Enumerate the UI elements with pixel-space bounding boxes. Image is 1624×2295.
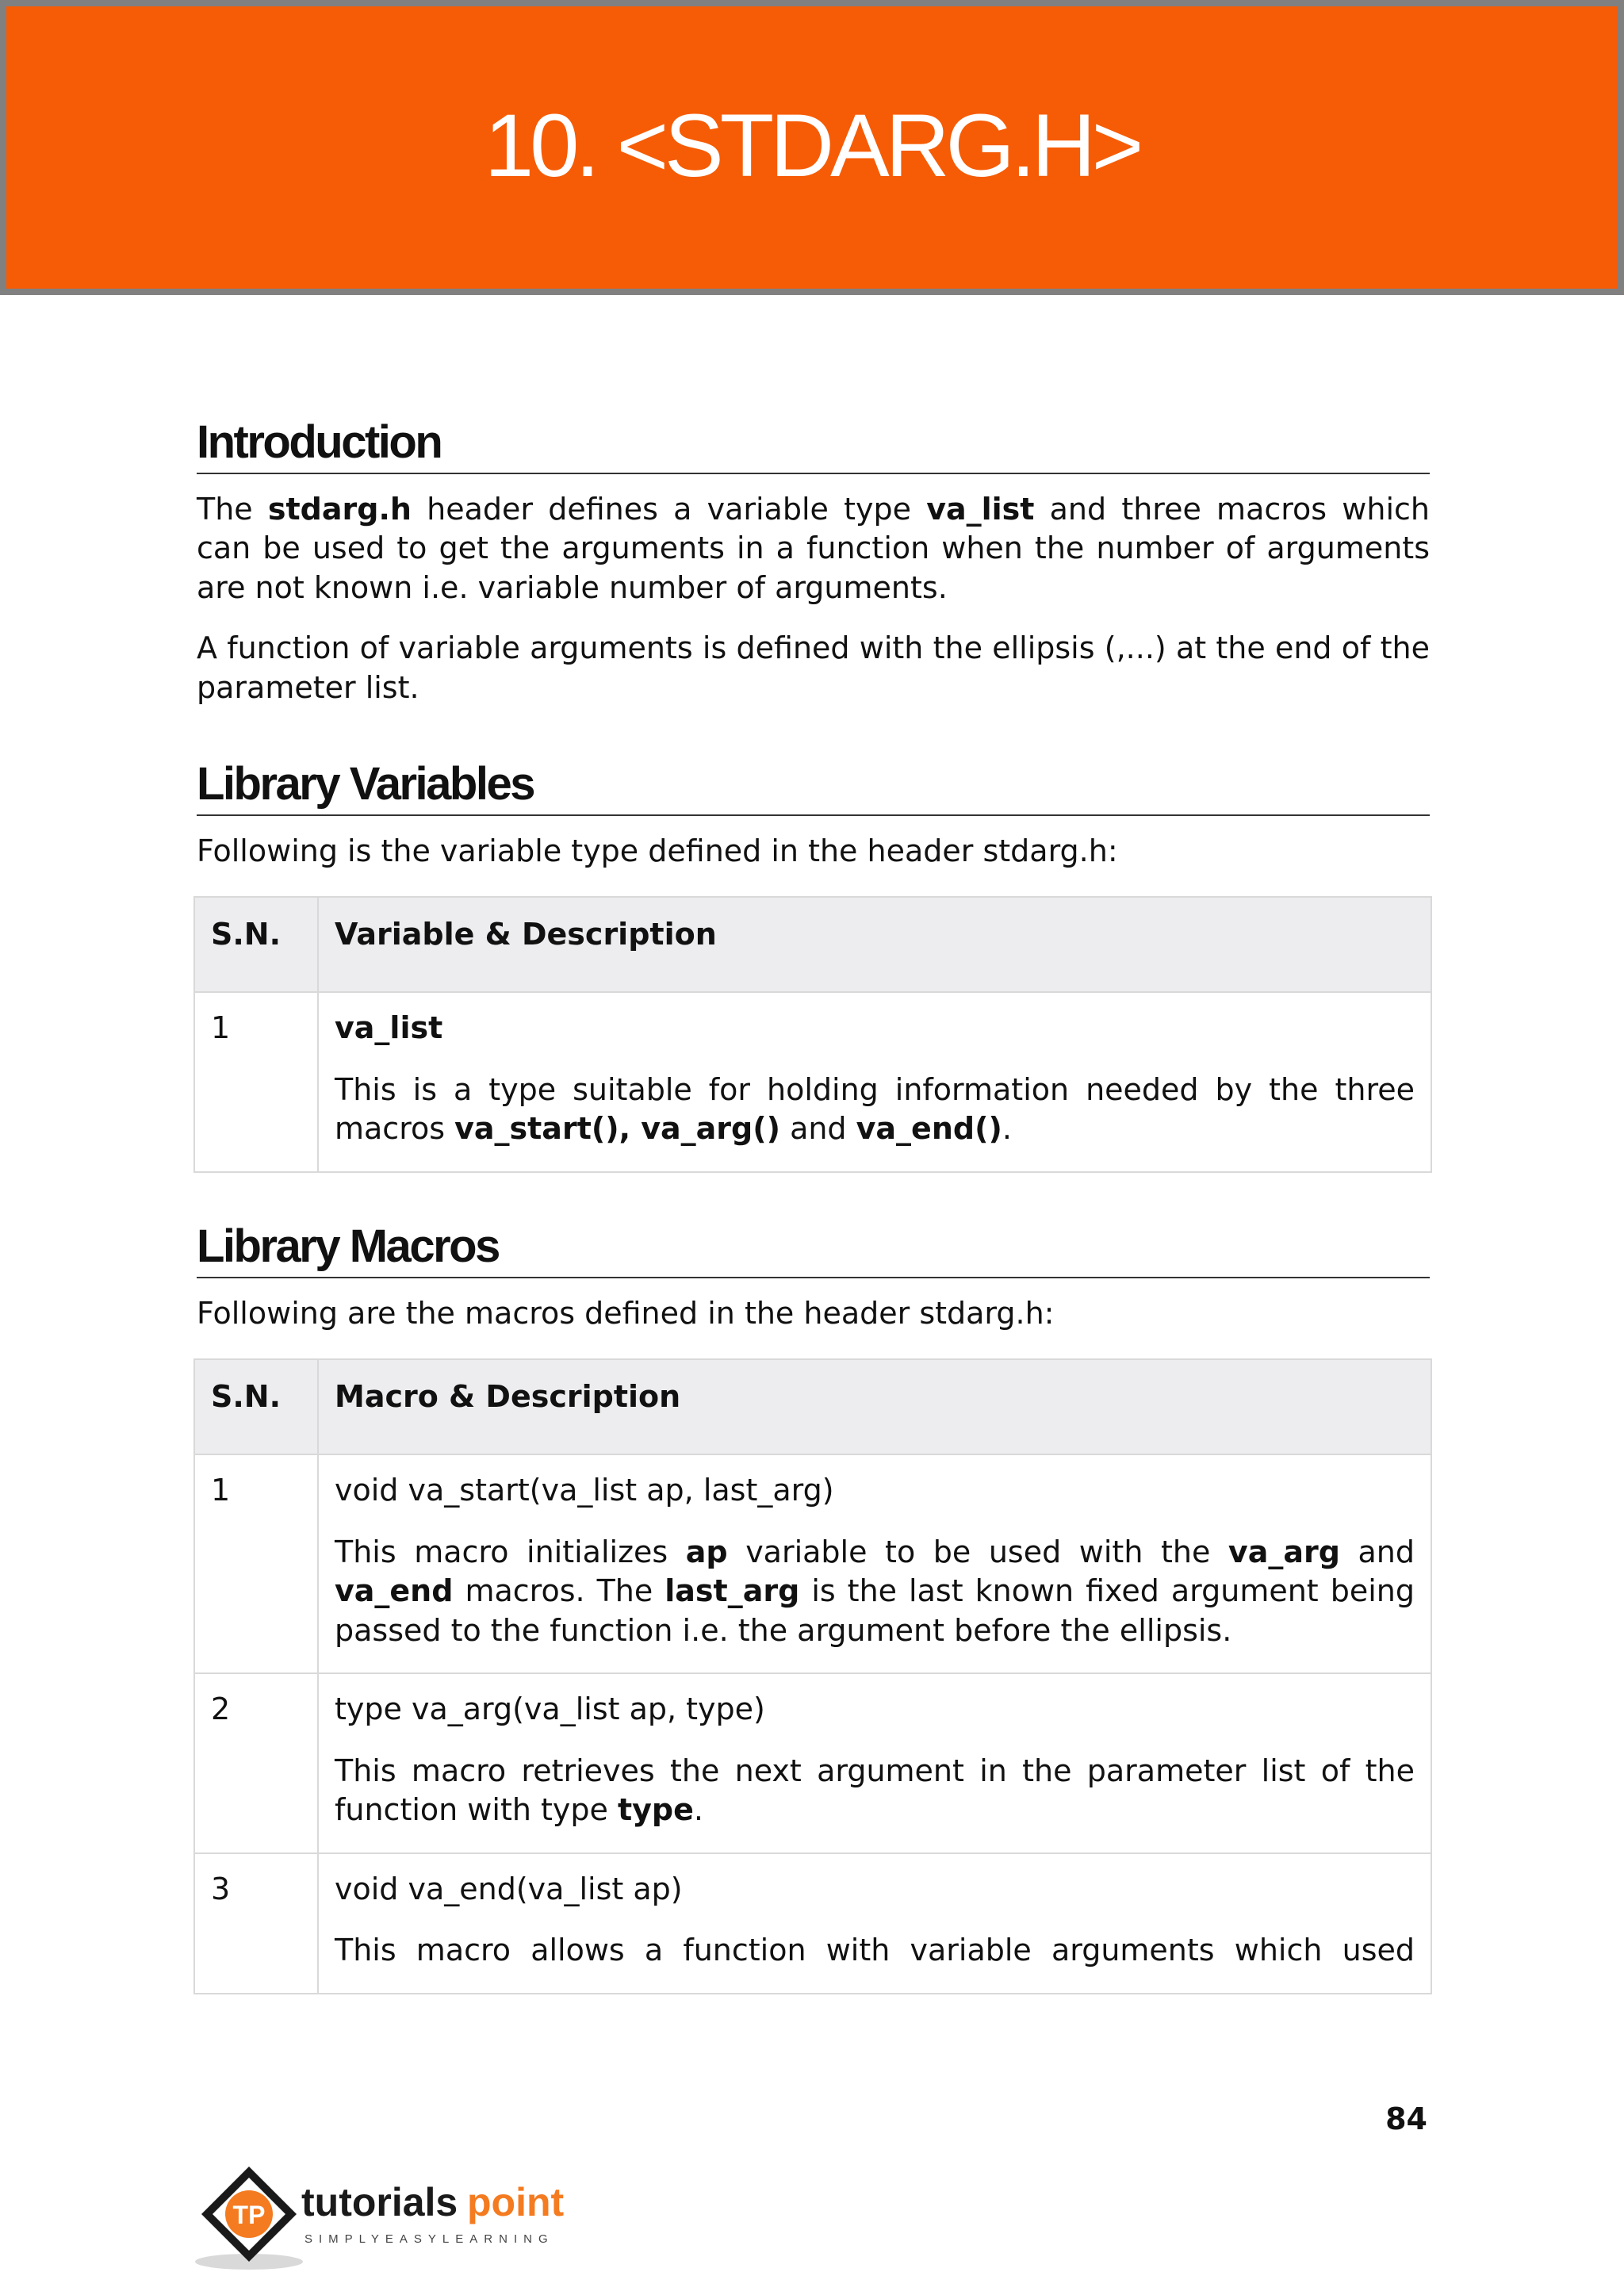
intro-paragraph-2: A function of variable arguments is defined with the ellipsis (,...) at the end of the parameter list. xyxy=(197,630,1430,705)
logo-word-point: point xyxy=(467,2180,565,2224)
page-content xyxy=(197,416,1430,1994)
text-run: This macro initializes xyxy=(335,1534,686,1569)
table-header-row xyxy=(194,897,1431,992)
logo-tagline: SIMPLYEASYLEARNING xyxy=(304,2232,554,2246)
section-heading-library-variables: Library Variables xyxy=(197,758,1430,816)
bold-term: va_list xyxy=(926,491,1035,527)
macro-signature: void va_start(va_list ap, last_arg) xyxy=(335,1473,834,1508)
text-run: macros. The xyxy=(453,1573,665,1609)
logo-word-tutorials: tutorials xyxy=(301,2180,458,2224)
row-sn: 1 xyxy=(194,1454,318,1673)
macro-signature: void va_end(va_list ap) xyxy=(335,1871,683,1906)
column-header-description: Macro & Description xyxy=(318,1359,1431,1454)
intro-paragraph-1 xyxy=(197,490,1430,608)
macros-table xyxy=(193,1358,1432,1994)
column-header-sn: S.N. xyxy=(194,897,318,992)
chapter-banner xyxy=(0,0,1624,295)
row-description xyxy=(318,1853,1431,1994)
variables-lead-text: Following is the variable type defined in the header stdarg.h: xyxy=(197,833,1118,868)
table-row xyxy=(194,1673,1431,1853)
table-header-row xyxy=(194,1359,1431,1454)
bold-term: va_end() xyxy=(856,1111,1002,1147)
column-header-description: Variable & Description xyxy=(318,897,1431,992)
text-run: . xyxy=(693,1792,703,1828)
bold-term: ap xyxy=(685,1534,728,1569)
page-number: 84 xyxy=(1385,2102,1427,2136)
row-sn: 1 xyxy=(194,992,318,1172)
text-run: and three macros which can be used to get the arguments in a function when the number of arguments are not known i.e. variable number of arguments. xyxy=(197,491,1430,605)
text-run: and xyxy=(1339,1534,1415,1569)
section-heading-introduction: Introduction xyxy=(197,416,1430,474)
logo-mark-text: TP xyxy=(232,2201,266,2229)
row-description xyxy=(318,1454,1431,1673)
chapter-title: 10. <STDARG.H> xyxy=(484,95,1140,195)
text-run: The xyxy=(197,491,268,527)
text-run: . xyxy=(1002,1111,1012,1147)
bold-term: stdarg.h xyxy=(267,491,412,527)
macro-description xyxy=(335,1752,1415,1830)
variable-description xyxy=(335,1071,1415,1149)
text-run: header defines a variable type xyxy=(411,491,927,527)
text-run: This macro retrieves the next argument in the parameter list of the function with type xyxy=(335,1753,1415,1828)
bold-term: last_arg xyxy=(665,1573,800,1609)
variable-name: va_list xyxy=(335,1010,443,1046)
text-run: is the last known fixed argument being passed to the function i.e. the argument before the ellipsis. xyxy=(335,1573,1415,1648)
column-header-sn: S.N. xyxy=(194,1359,318,1454)
bold-term: va_end xyxy=(335,1573,454,1609)
bold-term: va_arg xyxy=(1228,1534,1340,1569)
table-row xyxy=(194,1454,1431,1673)
table-row xyxy=(194,992,1431,1172)
text-run: and xyxy=(779,1111,856,1147)
bold-term: va_start(), va_arg() xyxy=(454,1111,780,1147)
table-row xyxy=(194,1853,1431,1994)
macros-lead-text: Following are the macros defined in the header stdarg.h: xyxy=(197,1295,1055,1331)
macro-description xyxy=(335,1533,1415,1651)
macro-description: This macro allows a function with variable arguments which used xyxy=(335,1933,1415,1968)
section-heading-library-macros: Library Macros xyxy=(197,1220,1430,1278)
text-run: This is a type suitable for holding information needed by the three macros xyxy=(335,1071,1415,1147)
text-run: variable to be used with the xyxy=(727,1534,1228,1569)
variables-table xyxy=(193,896,1432,1173)
row-sn: 2 xyxy=(194,1673,318,1853)
tutorialspoint-logo xyxy=(193,2159,574,2278)
macro-signature: type va_arg(va_list ap, type) xyxy=(335,1692,765,1727)
row-description xyxy=(318,1673,1431,1853)
row-sn: 3 xyxy=(194,1853,318,1994)
row-description xyxy=(318,992,1431,1172)
bold-term: type xyxy=(617,1792,694,1828)
